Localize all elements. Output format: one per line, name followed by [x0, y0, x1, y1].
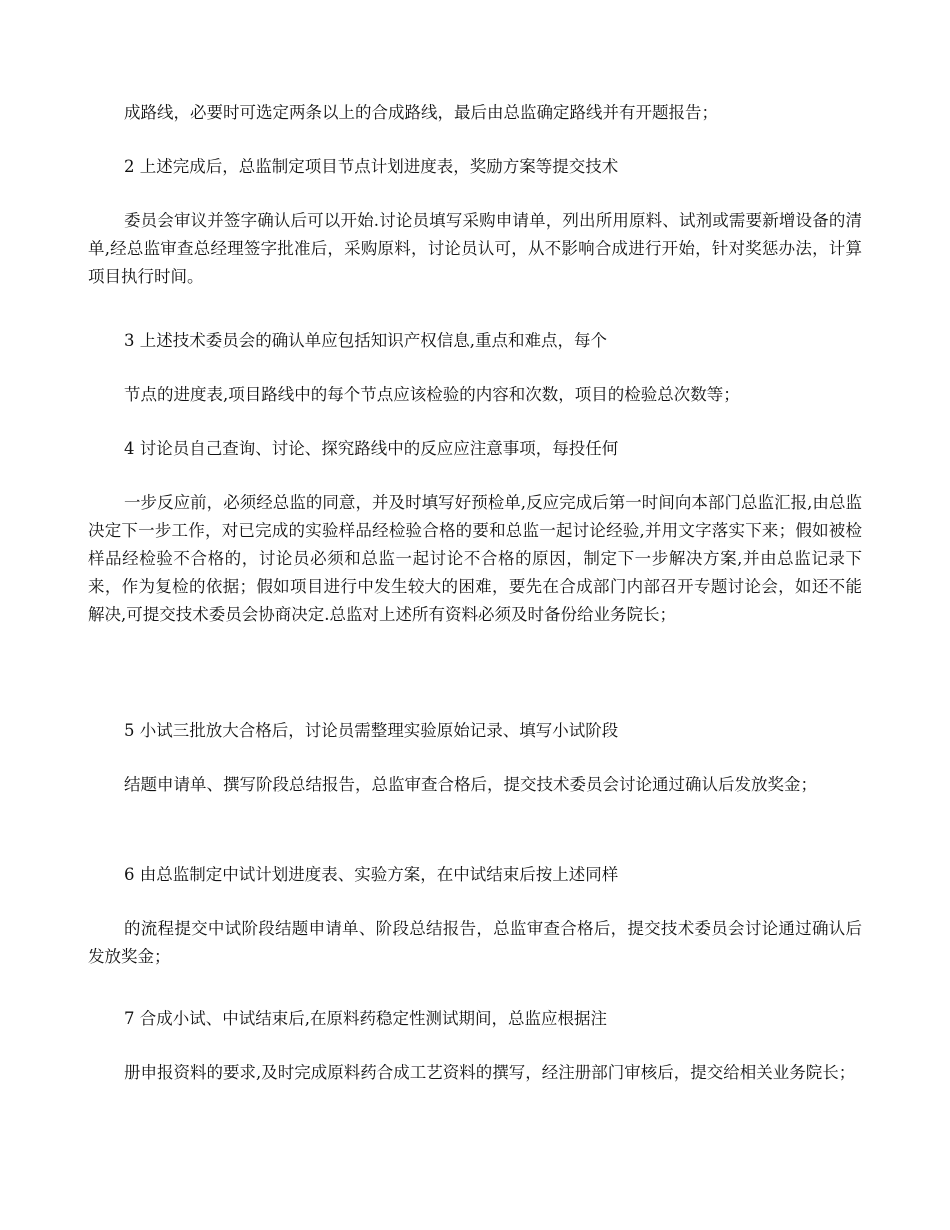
paragraph-8: 5 小试三批放大合格后，讨论员需整理实验原始记录、填写小试阶段 [124, 721, 619, 740]
paragraph-10: 6 由总监制定中试计划进度表、实验方案，在中试结束后按上述同样 [124, 865, 619, 884]
paragraph-13: 册申报资料的要求,及时完成原料药合成工艺资料的撰写，经注册部门审核后，提交给相关业务院长； [124, 1063, 856, 1082]
paragraph-9: 结题申请单、撰写阶段总结报告，总监审查合格后，提交技术委员会讨论通过确认后发放奖金； [124, 775, 817, 794]
paragraph-6: 4 讨论员自己查询、讨论、探究路线中的反应应注意事项，每投任何 [124, 439, 619, 458]
paragraph-4: 3 上述技术委员会的确认单应包括知识产权信息,重点和难点，每个 [124, 331, 607, 350]
paragraph-12: 7 合成小试、中试结束后,在原料药稳定性测试期间，总监应根据注 [124, 1009, 607, 1028]
paragraph-3: 委员会审议并签字确认后可以开始.讨论员填写采购申请单，列出所用原料、试剂或需要新增设备的清单,经总监审查总经理签字批准后，采购原料，讨论员认可，从不影响合成进行开始，针对奖惩办法，计算项目执行时间。 [88, 211, 862, 286]
paragraph-11: 的流程提交中试阶段结题申请单、阶段总结报告，总监审查合格后，提交技术委员会讨论通过确认后发放奖金； [88, 919, 862, 966]
paragraph-7: 一步反应前，必须经总监的同意，并及时填写好预检单,反应完成后第一时间向本部门总监汇报,由总监决定下一步工作，对已完成的实验样品经检验合格的要和总监一起讨论经验,并用文字落实下来；假如被检样品经检验不合格的，讨论员必须和总监一起讨论不合格的原因，制定下一步解决方案,并由总监记录下来，作为复检的依据；假如项目进行中发生较大的困难，要先在合成部门内部召开专题讨论会，如还不能解决,可提交技术委员会协商决定.总监对上述所有资料必须及时备份给业务院长； [88, 493, 862, 624]
paragraph-5: 节点的进度表,项目路线中的每个节点应该检验的内容和次数，项目的检验总次数等； [124, 385, 740, 404]
paragraph-2: 2 上述完成后，总监制定项目节点计划进度表，奖励方案等提交技术 [124, 157, 619, 176]
paragraph-1: 成路线，必要时可选定两条以上的合成路线，最后由总监确定路线并有开题报告； [124, 103, 718, 122]
